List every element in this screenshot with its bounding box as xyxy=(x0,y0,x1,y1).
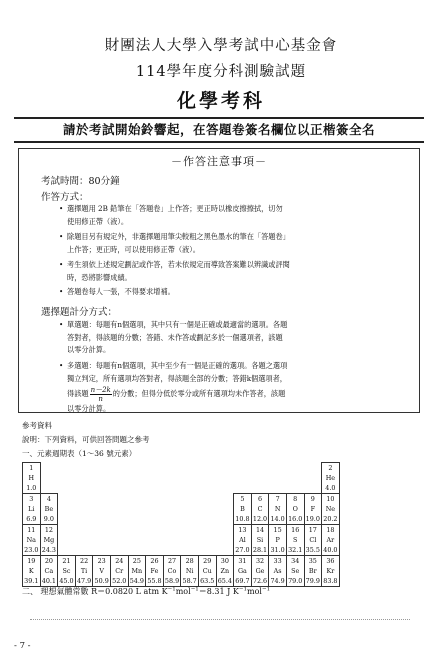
atomic-number: 16 xyxy=(291,526,300,534)
atomic-number: 5 xyxy=(240,495,245,503)
atomic-mass: 24.3 xyxy=(41,546,56,554)
element-symbol: Se xyxy=(291,567,300,575)
atomic-mass: 58.7 xyxy=(182,577,197,585)
atomic-number: 33 xyxy=(273,557,282,565)
empty-cell xyxy=(110,463,128,494)
empty-cell xyxy=(128,463,146,494)
atomic-number: 21 xyxy=(62,557,71,565)
element-cell xyxy=(58,556,76,587)
element-cell xyxy=(23,494,41,525)
element-symbol: Cu xyxy=(202,567,212,575)
atomic-mass: 83.8 xyxy=(323,577,338,585)
scoring-bullet-single: • 單選題：每題有n個選項，其中只有一個是正確或最適當的選項。各題 答對者，得該題的分數；答錯、未作答或劃記多於一個選項者，該題 以零分計算。 xyxy=(59,320,288,355)
atomic-mass: 14.0 xyxy=(270,515,285,523)
page-number: - 7 - xyxy=(14,641,31,651)
atomic-mass: 31.0 xyxy=(270,546,285,554)
atomic-mass: 50.9 xyxy=(94,577,109,585)
atomic-number: 15 xyxy=(273,526,282,534)
element-cell xyxy=(269,525,287,556)
element-symbol: Ar xyxy=(326,536,335,544)
element-cell xyxy=(23,556,41,587)
score-fraction: $\frac{n-2k}{n}$ xyxy=(90,385,111,403)
periodic-row xyxy=(23,463,340,494)
empty-cell xyxy=(251,463,269,494)
element-cell xyxy=(128,556,146,587)
atomic-number: 10 xyxy=(326,495,335,503)
element-symbol: Zn xyxy=(220,567,230,575)
empty-cell xyxy=(110,525,128,556)
atomic-mass: 28.1 xyxy=(252,546,268,554)
element-symbol: Li xyxy=(28,505,35,513)
empty-cell xyxy=(163,494,181,525)
exam-time: 考試時間：80分鐘 xyxy=(41,176,120,187)
atomic-mass: 10.8 xyxy=(235,515,250,523)
element-symbol: Br xyxy=(308,567,317,575)
atomic-number: 34 xyxy=(291,557,300,565)
atomic-mass: 74.9 xyxy=(270,577,285,585)
organization-title: 財團法人大學入學考試中心基金會 xyxy=(104,38,338,54)
element-cell xyxy=(163,556,181,587)
element-cell xyxy=(322,463,340,494)
empty-cell xyxy=(286,463,304,494)
element-cell xyxy=(304,556,322,587)
atomic-number: 7 xyxy=(275,495,280,503)
method-bullet-4: • 答題卷每人一張，不得要求增補。 xyxy=(59,287,175,296)
atomic-number: 17 xyxy=(308,526,317,534)
element-symbol: Sc xyxy=(62,567,71,575)
empty-cell xyxy=(93,463,111,494)
scoring-bullet-multiple: • 多選題：每題有n個選項，其中至少有一個是正確的選項。各題之選項 獨立判定，所有選項均答對者，得該題全部的分數；答錯k個選項者， 得該題 $\frac{n-2k}{n}$ 的分數；但得分低於零分或所有選項均未作答者，該題 以零分計算。 xyxy=(67,360,389,416)
atomic-mass: 65.4 xyxy=(217,577,232,585)
atomic-number: 9 xyxy=(310,495,315,503)
element-cell xyxy=(251,525,269,556)
element-symbol: He xyxy=(325,474,336,482)
atomic-mass: 9.0 xyxy=(43,515,54,523)
element-cell xyxy=(198,556,216,587)
element-cell xyxy=(93,556,111,587)
atomic-number: 12 xyxy=(44,526,53,534)
empty-cell xyxy=(93,494,111,525)
atomic-number: 2 xyxy=(328,464,333,472)
empty-cell xyxy=(128,525,146,556)
element-cell xyxy=(40,556,58,587)
method-bullet-1: • 選擇題用 2B 鉛筆在「答題卷」上作答；更正時以橡皮擦擦拭，切勿 使用修正帶（液）。 xyxy=(59,204,283,226)
atomic-number: 8 xyxy=(293,495,298,503)
atomic-mass: 12.0 xyxy=(252,515,268,523)
empty-cell xyxy=(216,525,234,556)
element-symbol: Na xyxy=(26,536,36,544)
element-cell xyxy=(75,556,93,587)
element-cell xyxy=(251,494,269,525)
atomic-mass: 47.9 xyxy=(76,577,92,585)
empty-cell xyxy=(75,525,93,556)
empty-cell xyxy=(58,463,76,494)
periodic-row xyxy=(23,494,340,525)
atomic-number: 26 xyxy=(150,557,159,565)
subject-title: 化學考科 xyxy=(176,90,265,112)
atomic-mass: 63.5 xyxy=(200,577,215,585)
answer-method-heading: 作答方式： xyxy=(41,192,89,203)
empty-cell xyxy=(198,494,216,525)
element-cell xyxy=(269,494,287,525)
element-symbol: Mn xyxy=(131,567,143,575)
element-symbol: F xyxy=(310,505,316,513)
periodic-row xyxy=(23,556,340,587)
element-symbol: Co xyxy=(167,567,177,575)
atomic-number: 35 xyxy=(308,557,317,565)
atomic-mass: 40.1 xyxy=(41,577,56,585)
atomic-number: 19 xyxy=(27,557,36,565)
element-cell xyxy=(23,463,41,494)
element-symbol: Be xyxy=(44,505,54,513)
element-symbol: P xyxy=(275,536,280,544)
atomic-number: 36 xyxy=(326,557,335,565)
atomic-number: 6 xyxy=(257,495,263,503)
element-symbol: Si xyxy=(256,536,264,544)
atomic-number: 29 xyxy=(203,557,212,565)
element-cell xyxy=(322,556,340,587)
empty-cell xyxy=(58,525,76,556)
atomic-number: 30 xyxy=(220,557,229,565)
periodic-table-heading: 一、元素週期表（1～36 號元素） xyxy=(22,449,137,458)
atomic-mass: 79.0 xyxy=(288,577,303,585)
empty-cell xyxy=(110,494,128,525)
element-cell xyxy=(181,556,199,587)
atomic-mass: 1.0 xyxy=(26,484,37,492)
atomic-number: 24 xyxy=(115,557,124,565)
element-symbol: Ne xyxy=(325,505,336,513)
atomic-number: 28 xyxy=(185,557,194,565)
atomic-mass: 39.1 xyxy=(24,577,39,585)
element-symbol: Ni xyxy=(185,567,194,575)
atomic-number: 14 xyxy=(255,526,265,534)
atomic-number: 4 xyxy=(46,495,51,503)
element-symbol: As xyxy=(273,567,282,575)
atomic-mass: 79.9 xyxy=(305,577,320,585)
element-cell xyxy=(234,556,252,587)
atomic-mass: 45.0 xyxy=(59,577,74,585)
element-cell xyxy=(234,494,252,525)
atomic-number: 27 xyxy=(167,557,177,565)
element-symbol: Ga xyxy=(237,567,247,575)
empty-cell xyxy=(163,463,181,494)
element-cell xyxy=(23,525,41,556)
empty-cell xyxy=(181,463,199,494)
periodic-table xyxy=(22,462,340,587)
atomic-mass: 40.0 xyxy=(323,546,338,554)
element-symbol: H xyxy=(28,474,35,482)
empty-cell xyxy=(216,494,234,525)
atomic-number: 22 xyxy=(80,557,89,565)
element-cell xyxy=(286,494,304,525)
exam-title: 114學年度分科測驗試題 xyxy=(135,64,307,80)
atomic-number: 23 xyxy=(97,557,106,565)
atomic-number: 31 xyxy=(238,557,247,565)
cut-off-next-line xyxy=(30,617,410,621)
element-symbol: K xyxy=(28,567,34,575)
method-bullet-3: • 考生須依上述規定劃記或作答，若未依規定而導致答案難以辨識或評閱 時，恐將影響成績。 xyxy=(59,260,290,282)
element-cell xyxy=(269,556,287,587)
empty-cell xyxy=(163,525,181,556)
empty-cell xyxy=(234,463,252,494)
atomic-mass: 23.0 xyxy=(24,546,39,554)
element-cell xyxy=(234,525,252,556)
method-bullet-2: • 除題目另有規定外，非選擇題用筆尖較粗之黑色墨水的筆在「答題卷」 上作答；更正時，可以使用修正帶（液）。 xyxy=(59,232,290,254)
element-cell xyxy=(251,556,269,587)
reference-note: 說明：下列資料，可供回答問題之參考 xyxy=(22,435,150,444)
element-symbol: V xyxy=(99,567,104,575)
atomic-mass: 69.7 xyxy=(235,577,250,585)
element-symbol: Mg xyxy=(43,536,55,544)
empty-cell xyxy=(128,494,146,525)
element-cell xyxy=(286,525,304,556)
atomic-mass: 20.2 xyxy=(323,515,338,523)
element-symbol: Ge xyxy=(255,567,265,575)
signature-instruction-banner: 請於考試開始鈴響起，在答題卷簽名欄位以正楷簽全名 xyxy=(14,117,424,143)
atomic-mass: 32.1 xyxy=(288,546,303,554)
element-cell xyxy=(40,525,58,556)
empty-cell xyxy=(58,494,76,525)
element-cell xyxy=(304,494,322,525)
element-symbol: Fe xyxy=(150,567,159,575)
element-symbol: Cr xyxy=(115,567,124,575)
empty-cell xyxy=(93,525,111,556)
atomic-mass: 72.6 xyxy=(252,577,268,585)
scoring-heading: 選擇題計分方式： xyxy=(41,307,118,318)
element-cell xyxy=(146,556,164,587)
element-symbol: Al xyxy=(239,536,246,544)
element-symbol: Kr xyxy=(326,567,335,575)
atomic-number: 1 xyxy=(29,464,34,472)
element-cell xyxy=(304,525,322,556)
atomic-mass: 4.0 xyxy=(325,484,336,492)
element-cell xyxy=(110,556,128,587)
empty-cell xyxy=(75,494,93,525)
empty-cell xyxy=(181,494,199,525)
element-symbol: Ca xyxy=(44,567,54,575)
atomic-mass: 55.8 xyxy=(147,577,162,585)
atomic-number: 25 xyxy=(132,557,141,565)
element-symbol: B xyxy=(240,505,245,513)
empty-cell xyxy=(198,525,216,556)
atomic-mass: 16.0 xyxy=(288,515,303,523)
atomic-number: 20 xyxy=(44,557,53,565)
element-symbol: Cl xyxy=(309,536,317,544)
atomic-mass: 52.0 xyxy=(112,577,127,585)
notice-title: －作答注意事項－ xyxy=(171,155,267,168)
element-cell xyxy=(216,556,234,587)
empty-cell xyxy=(146,494,164,525)
element-cell xyxy=(322,494,340,525)
gas-constant: 二、 理想氣體常數 R＝0.0820 L atm $K^{-1}mol^{-1}=8.31$ J $K^{-1}mol^{-1}$ xyxy=(22,586,271,596)
empty-cell xyxy=(40,463,58,494)
empty-cell xyxy=(181,525,199,556)
element-cell xyxy=(286,556,304,587)
empty-cell xyxy=(269,463,287,494)
atomic-number: 3 xyxy=(29,495,34,503)
element-symbol: S xyxy=(293,536,298,544)
empty-cell xyxy=(198,463,216,494)
atomic-mass: 35.5 xyxy=(305,546,320,554)
reference-title: 參考資料 xyxy=(22,421,52,430)
element-cell xyxy=(40,494,58,525)
empty-cell xyxy=(146,463,164,494)
element-symbol: C xyxy=(257,505,263,513)
element-symbol: N xyxy=(274,505,281,513)
empty-cell xyxy=(146,525,164,556)
empty-cell xyxy=(75,463,93,494)
atomic-mass: 19.0 xyxy=(305,515,320,523)
atomic-mass: 58.9 xyxy=(164,577,180,585)
atomic-mass: 27.0 xyxy=(235,546,250,554)
atomic-number: 13 xyxy=(238,526,247,534)
atomic-number: 32 xyxy=(255,557,265,565)
exam-notice-box xyxy=(18,148,420,413)
atomic-number: 11 xyxy=(27,526,36,534)
element-symbol: O xyxy=(292,505,298,513)
empty-cell xyxy=(216,463,234,494)
empty-cell xyxy=(304,463,322,494)
element-symbol: Ti xyxy=(80,567,88,575)
scoring-formula-line: 得該題 $\frac{n-2k}{n}$ 的分數；但得分低於零分或所有選項均未作答者，該題 xyxy=(67,385,286,403)
atomic-mass: 54.9 xyxy=(129,577,144,585)
atomic-mass: 6.9 xyxy=(26,515,37,523)
element-cell xyxy=(322,525,340,556)
periodic-row xyxy=(23,525,340,556)
atomic-number: 18 xyxy=(326,526,335,534)
